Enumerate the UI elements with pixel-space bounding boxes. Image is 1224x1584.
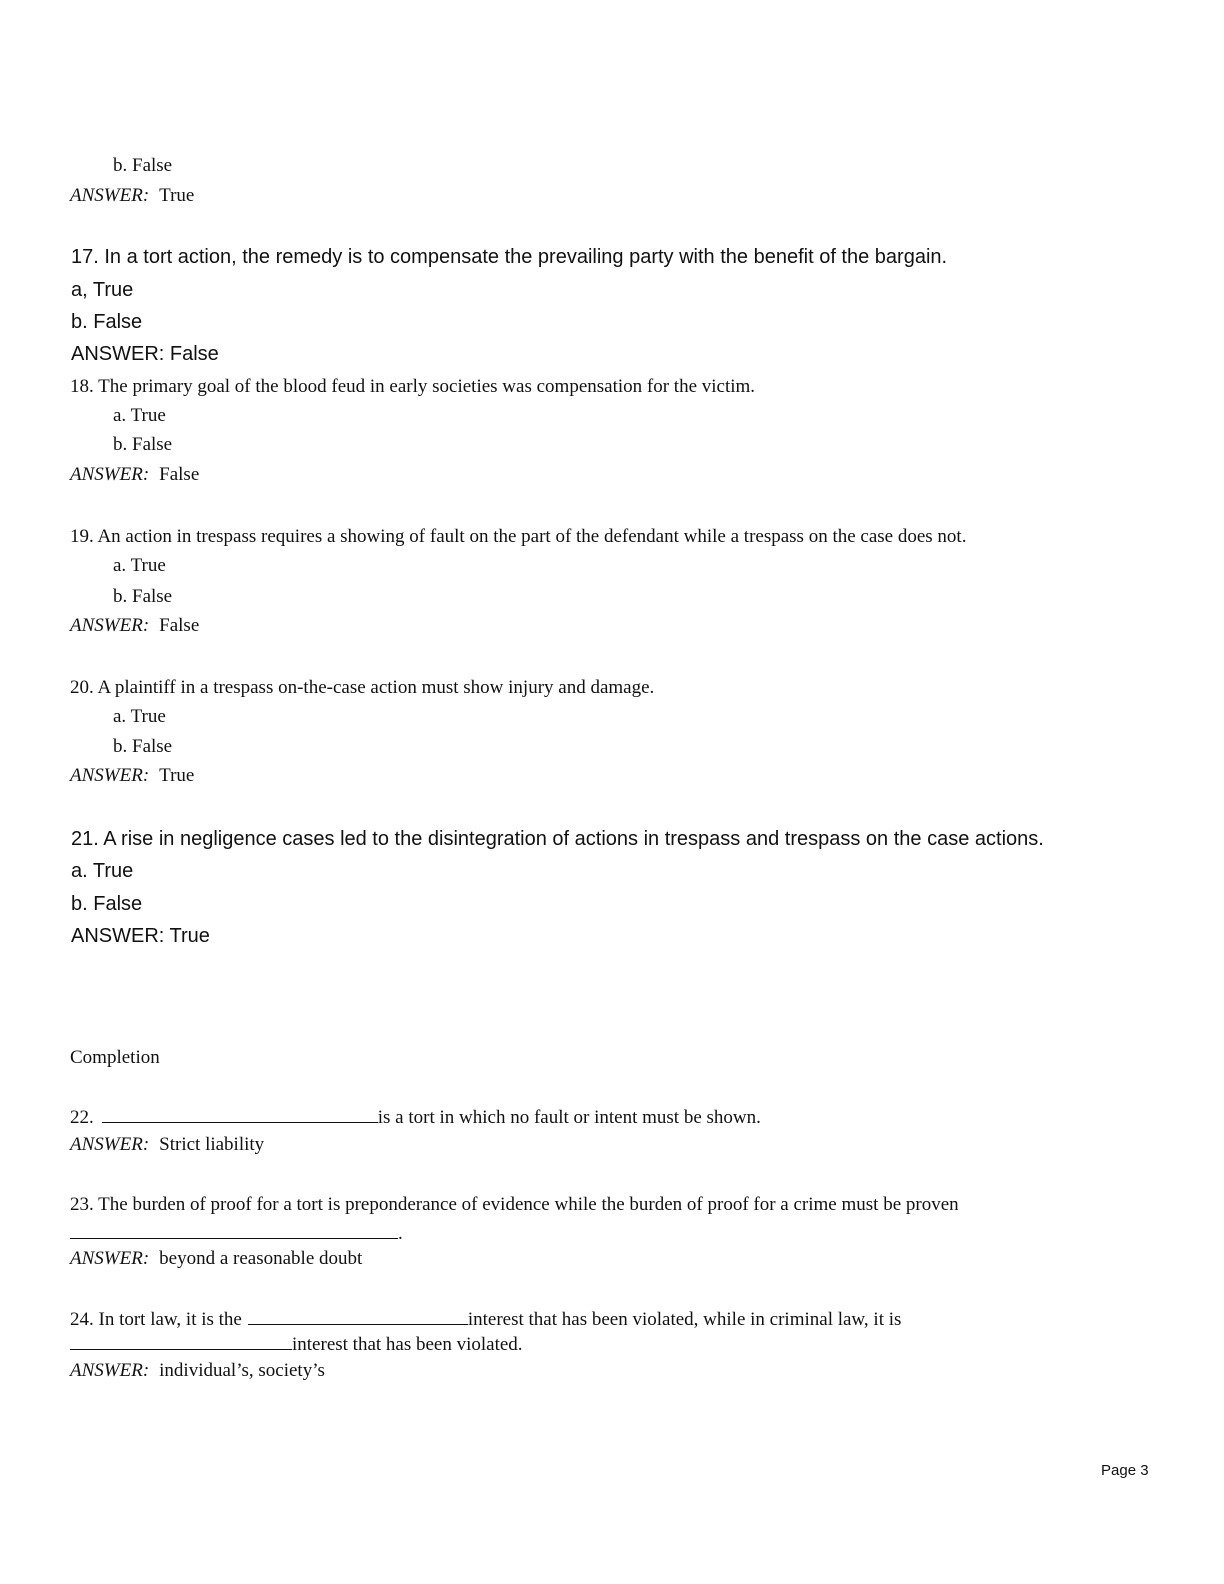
q17-answer: ANSWER: False — [71, 343, 219, 365]
answer-value: False — [159, 615, 200, 636]
q17-option-b: b. False — [71, 311, 143, 333]
q21-answer: ANSWER: True — [71, 925, 210, 947]
q23-question: 23. The burden of proof for a tort is preponderance of evidence while the burden of proof for a crime must be proven — [70, 1194, 959, 1215]
q24-question-line2 — [70, 1334, 523, 1354]
answer-value: False — [159, 464, 200, 485]
q19-answer — [70, 616, 199, 635]
answer-label: ANSWER: — [70, 765, 150, 786]
q24-blank-1 — [248, 1309, 468, 1325]
answer-label: ANSWER: — [70, 1360, 150, 1381]
answer-value: True — [159, 765, 195, 786]
q22-question — [70, 1107, 761, 1127]
answer-label: ANSWER: — [70, 1134, 150, 1155]
q24-blank-2 — [70, 1334, 292, 1350]
q24-text-middle: interest that has been violated, while in criminal law, it is — [467, 1309, 902, 1330]
answer-value: beyond a reasonable doubt — [159, 1248, 363, 1269]
q17-option-a: a, True — [71, 279, 134, 301]
q22-blank — [102, 1107, 378, 1123]
section-heading: Completion — [70, 1047, 160, 1068]
q20-option-b: b. False — [113, 736, 173, 757]
q19-question: 19. An action in trespass requires a showing of fault on the part of the defendant while a trespass on the case does not. — [70, 526, 967, 547]
q18-option-a: a. True — [113, 405, 166, 426]
q21-option-a: a. True — [71, 860, 134, 882]
q24-answer — [70, 1361, 325, 1380]
q23-blank — [70, 1223, 398, 1239]
q18-answer — [70, 465, 199, 484]
q22-answer — [70, 1135, 264, 1154]
q23-period: . — [398, 1223, 403, 1244]
q19-option-b: b. False — [113, 586, 173, 607]
q21-question: 21. A rise in negligence cases led to the disintegration of actions in trespass and trespass on the case actions. — [71, 828, 1044, 850]
q23-blank-line — [70, 1223, 403, 1243]
answer-value: True — [159, 185, 195, 206]
q18-question: 18. The primary goal of the blood feud in early societies was compensation for the victim. — [70, 376, 756, 397]
answer-label: ANSWER: — [70, 185, 150, 206]
q16-answer — [70, 186, 194, 205]
q17-question: 17. In a tort action, the remedy is to compensate the prevailing party with the benefit of the bargain. — [71, 246, 948, 268]
q24-text-start: 24. In tort law, it is the — [70, 1309, 242, 1330]
q16-option-b: b. False — [113, 155, 173, 176]
answer-value: individual’s, society’s — [159, 1360, 325, 1381]
q24-text-end: interest that has been violated. — [292, 1334, 523, 1355]
answer-label: ANSWER: — [70, 464, 150, 485]
answer-value: Strict liability — [159, 1134, 265, 1155]
q24-question-line1 — [70, 1309, 901, 1329]
answer-label: ANSWER: — [70, 1248, 150, 1269]
answer-label: ANSWER: — [70, 615, 150, 636]
q19-option-a: a. True — [113, 555, 166, 576]
q20-option-a: a. True — [113, 706, 166, 727]
q20-answer — [70, 766, 194, 785]
q20-question: 20. A plaintiff in a trespass on-the-case action must show injury and damage. — [70, 677, 655, 698]
q22-text: is a tort in which no fault or intent must be shown. — [377, 1107, 761, 1128]
q22-number: 22. — [70, 1107, 94, 1128]
q23-answer — [70, 1249, 362, 1268]
q18-option-b: b. False — [113, 434, 173, 455]
page-number: Page 3 — [1101, 1462, 1149, 1479]
q21-option-b: b. False — [71, 893, 143, 915]
